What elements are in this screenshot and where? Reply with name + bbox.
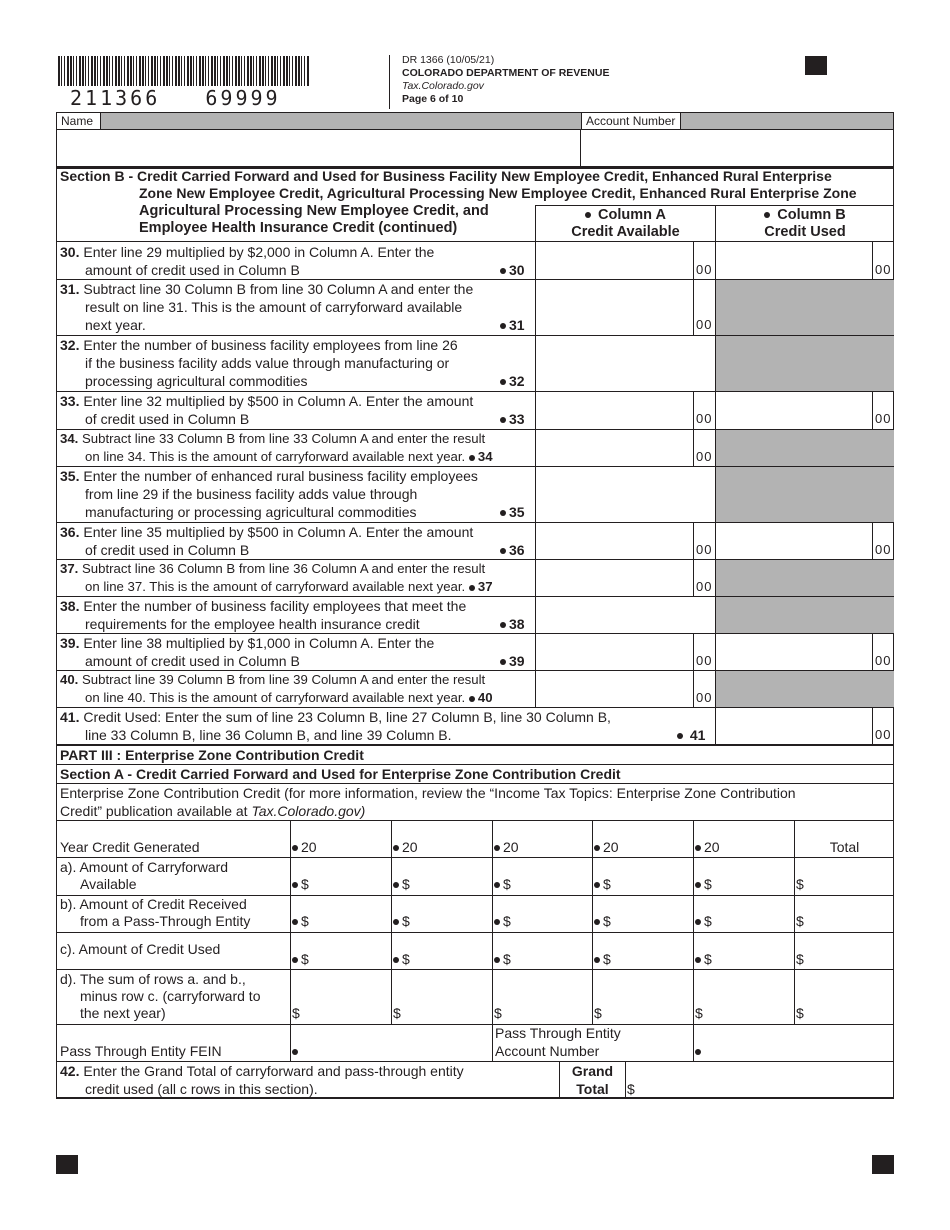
col-a-border	[535, 560, 536, 597]
col-a-border	[535, 336, 536, 392]
grid-col-divider	[492, 820, 493, 1025]
row-c-amount-5[interactable]: $	[695, 951, 712, 968]
line-30-text: 30. Enter line 29 multiplied by $2,000 in Column A. Enter the	[60, 244, 435, 260]
pte-fein-input[interactable]	[292, 1043, 490, 1060]
row-b-amount-4[interactable]: $	[594, 913, 611, 930]
line-36-ref: 36	[500, 541, 525, 559]
section-b-title-line4: Employee Health Insurance Credit (continued)	[139, 220, 458, 236]
identity-label-bar	[56, 112, 894, 130]
line-31-text: 31. Subtract line 30 Column B from line 30 Column A and enter the	[60, 281, 474, 297]
pte-account-label: Pass Through Entity	[495, 1025, 621, 1041]
row-divider	[56, 820, 894, 821]
line-33-text-2: of credit used in Column B	[85, 411, 250, 427]
required-bullet-icon	[695, 845, 701, 851]
required-bullet-icon	[494, 919, 500, 925]
col-b-border	[715, 523, 716, 560]
name-input[interactable]	[58, 131, 578, 165]
form-id: DR 1366 (10/05/21)	[402, 54, 495, 66]
year-input-2[interactable]: 20	[393, 839, 418, 856]
row-d-amount-4[interactable]: $	[594, 1005, 602, 1021]
name-label: Name	[57, 113, 101, 129]
col-b-border	[715, 392, 716, 430]
section-b-title-line1: Section B - Credit Carried Forward and Used for Business Facility New Employee Credit, Enhanced Rural Enterprise	[60, 168, 832, 184]
line-30-col-a-input[interactable]	[537, 244, 692, 278]
row-a-label-2: Available	[80, 876, 137, 892]
section-a-intro-line2: Credit” publication available at Tax.Colorado.gov)	[60, 803, 366, 819]
row-a-amount-5[interactable]: $	[695, 876, 712, 893]
row-divider	[56, 932, 894, 933]
cents-divider	[693, 280, 694, 336]
line-38-text: 38. Enter the number of business facility employees that meet the	[60, 598, 467, 614]
grid-col-divider	[592, 820, 593, 1025]
line-41-ref: 41	[677, 726, 705, 744]
required-bullet-icon	[393, 845, 399, 851]
line-42-text-2: credit used (all c rows in this section).	[85, 1081, 318, 1097]
line-32-ref: 32	[500, 372, 525, 390]
line-37-text: 37. Subtract line 36 Column B from line 36 Column A and enter the result	[60, 561, 486, 576]
col-a-border	[535, 523, 536, 560]
total-column-header: Total	[829, 839, 860, 855]
line-36-col-b-input[interactable]	[717, 525, 871, 558]
row-b-amount-3[interactable]: $	[494, 913, 511, 930]
col-a-border	[535, 242, 536, 280]
column-b-subheader: Credit Used	[764, 224, 846, 240]
cents-divider	[693, 392, 694, 430]
line-41-text: 41. Credit Used: Enter the sum of line 23 Column B, line 27 Column B, line 30 Column B,	[60, 709, 611, 725]
line-41-text-2: line 33 Column B, line 36 Column B, and line 39 Column B.	[85, 727, 452, 743]
line-31-col-b-shaded	[715, 280, 894, 336]
col-a-border	[535, 467, 536, 523]
registration-mark-bottom-right	[872, 1155, 894, 1174]
line-32-col-a-input[interactable]	[537, 338, 713, 390]
grid-col-divider	[492, 1024, 493, 1062]
pte-account-label-2: Account Number	[495, 1043, 600, 1059]
required-bullet-icon	[695, 957, 701, 963]
col-a-border	[535, 392, 536, 430]
line-39-col-b-cents: 00	[875, 653, 892, 668]
line-36-text: 36. Enter line 35 multiplied by $500 in Column A. Enter the amount	[60, 524, 474, 540]
line-32-text: 32. Enter the number of business facility employees from line 26	[60, 337, 458, 353]
line-42-text: 42. Enter the Grand Total of carryforward and pass-through entity	[60, 1063, 464, 1079]
line-35-ref: 35	[500, 503, 525, 521]
row-c-amount-2[interactable]: $	[393, 951, 410, 968]
line-33-col-a-input[interactable]	[537, 394, 692, 428]
line-37-col-b-shaded	[715, 560, 894, 597]
required-bullet-icon	[500, 659, 506, 665]
col-a-border	[535, 280, 536, 336]
required-bullet-icon	[393, 919, 399, 925]
line-34-col-a-cents: 00	[696, 449, 713, 464]
line-33-col-b-input[interactable]	[717, 394, 871, 428]
website-link[interactable]: Tax.Colorado.gov	[402, 80, 484, 92]
required-bullet-icon	[500, 510, 506, 516]
cents-divider	[693, 671, 694, 708]
required-bullet-icon	[292, 1049, 298, 1055]
line-34-col-b-shaded	[715, 430, 894, 467]
pte-account-input[interactable]	[695, 1043, 893, 1060]
line-40-col-a-input[interactable]	[537, 673, 692, 706]
line-37-col-a-input[interactable]	[537, 562, 692, 595]
row-d-total[interactable]: $	[796, 1005, 804, 1021]
row-b-amount-5[interactable]: $	[695, 913, 712, 930]
section-a-intro-line1: Enterprise Zone Contribution Credit (for more information, review the “Income Tax Topics: Enterprise Zone Contribution	[60, 785, 796, 801]
required-bullet-icon	[393, 882, 399, 888]
row-a-amount-2[interactable]: $	[393, 876, 410, 893]
grand-total-label-2: Total	[576, 1081, 609, 1097]
required-bullet-icon	[292, 919, 298, 925]
line-34-text-2: on line 34. This is the amount of carryforward available next year. 34	[85, 449, 493, 464]
col-a-border	[535, 597, 536, 634]
cents-divider	[693, 242, 694, 280]
required-bullet-icon	[494, 957, 500, 963]
grid-col-divider	[290, 820, 291, 1025]
line-34-col-a-input[interactable]	[537, 432, 692, 465]
grand-total-label: Grand	[571, 1063, 614, 1079]
required-bullet-icon	[585, 212, 591, 218]
required-bullet-icon	[594, 919, 600, 925]
line-39-col-b-input[interactable]	[717, 636, 871, 669]
year-credit-generated-label: Year Credit Generated	[60, 839, 200, 855]
line-35-text-2: from line 29 if the business facility adds value through	[85, 486, 418, 502]
required-bullet-icon	[292, 957, 298, 963]
row-c-label: c). Amount of Credit Used	[60, 941, 221, 957]
line-33-text: 33. Enter line 32 multiplied by $500 in Column A. Enter the amount	[60, 393, 474, 409]
line-39-col-a-input[interactable]	[537, 636, 692, 669]
required-bullet-icon	[469, 455, 475, 461]
section-b-title-line3: Agricultural Processing New Employee Credit, and	[139, 203, 489, 219]
line-30-col-b-cents: 00	[875, 262, 892, 277]
line-35-text: 35. Enter the number of enhanced rural business facility employees	[60, 468, 478, 484]
line-38-col-a-input[interactable]	[537, 599, 713, 632]
website-link[interactable]: Tax.Colorado.gov)	[251, 803, 366, 819]
grid-col-divider	[290, 1024, 291, 1062]
line-41-col-b-input[interactable]	[717, 710, 871, 743]
registration-mark-top	[805, 56, 827, 75]
cents-divider	[872, 634, 873, 671]
account-number-input[interactable]	[583, 131, 891, 165]
col-b-border	[715, 708, 716, 745]
row-d-label-2: minus row c. (carryforward to	[80, 988, 261, 1004]
cents-divider	[693, 560, 694, 597]
line-38-text-2: requirements for the employee health insurance credit	[85, 616, 420, 632]
row-c-total[interactable]: $	[796, 951, 804, 967]
line-31-col-a-input[interactable]	[537, 282, 692, 334]
line-37-text-2: on line 37. This is the amount of carryforward available next year. 37	[85, 579, 493, 594]
required-bullet-icon	[469, 585, 475, 591]
column-b-header: Column B	[716, 206, 894, 224]
line-40-col-b-shaded	[715, 671, 894, 708]
required-bullet-icon	[494, 882, 500, 888]
line-35-text-3: manufacturing or processing agricultural commodities	[85, 504, 417, 520]
row-divider	[56, 1024, 894, 1025]
row-a-amount-1[interactable]: $	[292, 876, 309, 893]
line-30-col-a-cents: 00	[696, 262, 713, 277]
required-bullet-icon	[500, 548, 506, 554]
account-number-label: Account Number	[581, 113, 681, 129]
barcode-number: 211366 69999	[70, 86, 281, 110]
page-indicator: Page 6 of 10	[402, 93, 464, 105]
year-input-4[interactable]: 20	[594, 839, 619, 856]
cents-divider	[693, 523, 694, 560]
line-33-col-b-cents: 00	[875, 411, 892, 426]
row-a-amount-3[interactable]: $	[494, 876, 511, 893]
cents-divider	[693, 430, 694, 467]
required-bullet-icon	[764, 212, 770, 218]
row-d-amount-5[interactable]: $	[695, 1005, 703, 1021]
year-input-3[interactable]: 20	[494, 839, 519, 856]
required-bullet-icon	[500, 268, 506, 274]
required-bullet-icon	[393, 957, 399, 963]
row-divider	[56, 241, 894, 242]
row-a-total[interactable]: $	[796, 876, 804, 892]
section-a-title: Section A - Credit Carried Forward and Used for Enterprise Zone Contribution Credit	[60, 766, 621, 782]
cents-divider	[693, 634, 694, 671]
row-c-amount-3[interactable]: $	[494, 951, 511, 968]
row-d-amount-3[interactable]: $	[494, 1005, 502, 1021]
col-b-border	[715, 634, 716, 671]
cents-divider	[872, 242, 873, 280]
row-b-label: b). Amount of Credit Received	[60, 896, 247, 912]
row-d-label: d). The sum of rows a. and b.,	[60, 971, 246, 987]
required-bullet-icon	[469, 696, 475, 702]
line-31-col-a-cents: 00	[696, 317, 713, 332]
required-bullet-icon	[500, 622, 506, 628]
line-39-text-2: amount of credit used in Column B	[85, 653, 300, 669]
required-bullet-icon	[292, 845, 298, 851]
required-bullet-icon	[292, 882, 298, 888]
line-33-ref: 33	[500, 410, 525, 428]
cents-divider	[872, 392, 873, 430]
cents-divider	[872, 708, 873, 745]
line-36-col-a-input[interactable]	[537, 525, 692, 558]
row-d-amount-1[interactable]: $	[292, 1005, 300, 1021]
line-32-text-2: if the business facility adds value through manufacturing or	[85, 355, 450, 371]
row-a-amount-4[interactable]: $	[594, 876, 611, 893]
barcode	[58, 56, 310, 86]
required-bullet-icon	[500, 417, 506, 423]
line-32-text-3: processing agricultural commodities	[85, 373, 308, 389]
grand-total-input[interactable]: $	[627, 1081, 635, 1097]
line-30-col-b-input[interactable]	[717, 244, 871, 278]
line-40-text: 40. Subtract line 39 Column B from line 39 Column A and enter the result	[60, 672, 486, 687]
row-divider	[56, 969, 894, 970]
grid-col-divider	[693, 820, 694, 1025]
year-input-1[interactable]: 20	[292, 839, 317, 856]
part-iii-title: PART III : Enterprise Zone Contribution Credit	[60, 747, 364, 763]
header-divider	[389, 55, 390, 109]
line-40-text-2: on line 40. This is the amount of carryforward available next year. 40	[85, 690, 493, 705]
line-36-text-2: of credit used in Column B	[85, 542, 250, 558]
line-31-text-2: result on line 31. This is the amount of carryforward available	[85, 299, 463, 315]
required-bullet-icon	[695, 919, 701, 925]
grand-total-border	[625, 1061, 626, 1099]
required-bullet-icon	[677, 733, 683, 739]
row-d-label-3: the next year)	[80, 1005, 166, 1021]
line-32-col-b-shaded	[715, 336, 894, 392]
row-a-label: a). Amount of Carryforward	[60, 859, 229, 875]
col-a-border	[535, 430, 536, 467]
line-36-col-b-cents: 00	[875, 542, 892, 557]
line-41-col-b-cents: 00	[875, 727, 892, 742]
line-40-col-a-cents: 00	[696, 690, 713, 705]
row-divider	[56, 857, 894, 858]
column-a-subheader: Credit Available	[571, 224, 680, 240]
department-name: COLORADO DEPARTMENT OF REVENUE	[402, 67, 610, 79]
line-31-text-3: next year.	[85, 317, 146, 333]
required-bullet-icon	[695, 1049, 701, 1055]
col-b-border	[715, 242, 716, 280]
line-30-text-2: amount of credit used in Column B	[85, 262, 300, 278]
required-bullet-icon	[494, 845, 500, 851]
row-b-amount-2[interactable]: $	[393, 913, 410, 930]
year-input-5[interactable]: 20	[695, 839, 720, 856]
row-b-label-2: from a Pass-Through Entity	[80, 913, 251, 929]
grid-col-divider	[391, 820, 392, 1025]
identity-divider	[580, 129, 581, 167]
required-bullet-icon	[594, 882, 600, 888]
required-bullet-icon	[594, 957, 600, 963]
required-bullet-icon	[500, 379, 506, 385]
line-36-col-a-cents: 00	[696, 542, 713, 557]
line-33-col-a-cents: 00	[696, 411, 713, 426]
required-bullet-icon	[594, 845, 600, 851]
col-a-border	[535, 634, 536, 671]
required-bullet-icon	[500, 323, 506, 329]
grid-col-divider	[693, 1024, 694, 1062]
registration-mark-bottom-left	[56, 1155, 78, 1174]
row-b-amount-1[interactable]: $	[292, 913, 309, 930]
column-a-header: Column A	[536, 206, 715, 224]
row-c-amount-4[interactable]: $	[594, 951, 611, 968]
row-c-amount-1[interactable]: $	[292, 951, 309, 968]
line-37-col-a-cents: 00	[696, 579, 713, 594]
line-35-col-b-shaded	[715, 467, 894, 523]
col-a-border	[535, 671, 536, 708]
pte-fein-label: Pass Through Entity FEIN	[60, 1043, 222, 1059]
line-38-ref: 38	[500, 615, 525, 633]
row-d-amount-2[interactable]: $	[393, 1005, 401, 1021]
line-39-text: 39. Enter line 38 multiplied by $1,000 in Column A. Enter the	[60, 635, 435, 651]
line-39-col-a-cents: 00	[696, 653, 713, 668]
section-b-title-line2: Zone New Employee Credit, Agricultural Processing New Employee Credit, Enhanced Rural Enterprise Zone	[139, 185, 857, 201]
line-39-ref: 39	[500, 652, 525, 670]
row-b-total[interactable]: $	[796, 913, 804, 929]
line-35-col-a-input[interactable]	[537, 469, 713, 521]
line-38-col-b-shaded	[715, 597, 894, 634]
line-31-ref: 31	[500, 316, 525, 334]
cents-divider	[872, 523, 873, 560]
required-bullet-icon	[695, 882, 701, 888]
line-34-text: 34. Subtract line 33 Column B from line 33 Column A and enter the result	[60, 431, 486, 446]
line-30-ref: 30	[500, 261, 525, 279]
